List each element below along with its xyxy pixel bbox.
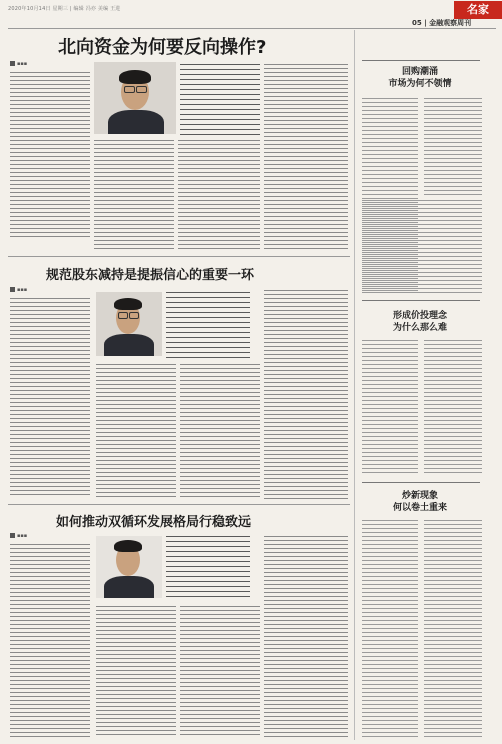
sidebar-1-col-2 [424, 98, 482, 198]
article-2-byline: ▪▪▪ [10, 287, 27, 293]
article-3-author-photo [96, 536, 162, 598]
sidebar-3-title-line-1: 炒新现象 [401, 491, 438, 501]
article-2-col-2 [96, 364, 176, 500]
article-3-col-4 [264, 536, 348, 738]
sidebar-2-title [364, 310, 476, 334]
article-2-pull-quote [166, 292, 250, 360]
sidebar-3-col-2 [424, 520, 482, 738]
article-1-col-4 [264, 64, 348, 250]
article-3-col-3 [180, 606, 260, 738]
article-1-pull-quote [180, 64, 260, 136]
article-1-col-2 [94, 140, 174, 250]
sidebar-3-top-rule [362, 482, 480, 483]
article-1-author-photo [94, 62, 176, 134]
sidebar-2-top-rule [362, 300, 480, 301]
sidebar-2-title-line-2: 为什么那么难 [392, 323, 447, 333]
article-1-byline: ▪▪▪ [10, 61, 27, 67]
sidebar-1-top-rule [362, 60, 480, 61]
sidebar-2-col-1 [362, 340, 418, 476]
sidebar-1-title-line-1: 回购潮涌 [401, 67, 438, 77]
article-3-col-1 [10, 544, 90, 738]
article-2-bottom-rule [8, 504, 350, 505]
article-1-col-3 [178, 140, 260, 250]
article-2-col-1 [10, 298, 90, 498]
page-section-label: 05 | 金融观察周刊 [412, 19, 472, 27]
column-brand-badge: 名家 [454, 1, 502, 19]
sidebar-3-title-line-2: 何以卷土重来 [392, 503, 447, 513]
sidebar-1-col-3 [362, 200, 482, 294]
header-rule [8, 28, 496, 29]
sidebar-3-title [364, 490, 476, 514]
sidebar-2-title-line-1: 形成价投理念 [392, 311, 447, 321]
article-1-col-1 [10, 72, 90, 240]
sidebar-2-col-2 [424, 340, 482, 476]
column-divider [354, 30, 355, 740]
article-3-pull-quote [166, 536, 250, 600]
article-1-headline: 北向资金为何要反向操作? [58, 37, 267, 58]
article-2-col-3 [180, 364, 260, 500]
article-3-headline: 如何推动双循环发展格局行稳致远 [56, 515, 252, 530]
article-3-col-2 [96, 606, 176, 738]
article-1-bottom-rule [8, 256, 350, 257]
article-2-headline: 规范股东减持是提振信心的重要一环 [46, 268, 255, 283]
sidebar-3-col-1 [362, 520, 418, 738]
issue-meta: 2020年10月14日 星期三 | 编辑 冯亦 美编 王进 [8, 6, 121, 12]
article-2-author-photo [96, 292, 162, 356]
sidebar-1-title-line-2: 市场为何不领情 [388, 79, 452, 89]
article-3-byline: ▪▪▪ [10, 533, 27, 539]
sidebar-1-title [364, 66, 476, 90]
article-2-col-4 [264, 290, 348, 500]
